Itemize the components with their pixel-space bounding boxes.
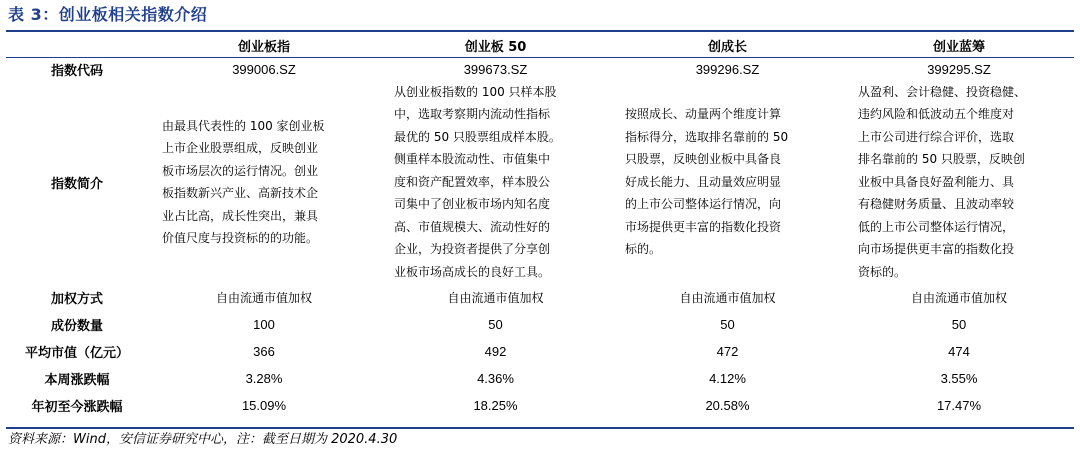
table-row — [6, 392, 1074, 419]
row-label: 平均市值（亿元） — [24, 346, 129, 361]
intro-line: 价值尺度与投资标的的功能。 — [162, 231, 319, 245]
table-row — [6, 338, 1074, 365]
weighting-value: 自由流通市值加权 — [447, 291, 544, 305]
intro-line: 企业，为投资者提供了分享创 — [394, 242, 551, 257]
index-table — [6, 33, 1074, 419]
bottom-rule — [6, 427, 1074, 429]
intro-line: 标的。 — [625, 242, 662, 257]
header-corner — [6, 33, 148, 58]
avg-cap-value: 474 — [948, 344, 970, 359]
column-header: 创业板 50 — [380, 33, 611, 58]
intro-line: 排名靠前的 50 只股票，反映创 — [858, 152, 1025, 167]
week-change-value: 4.12% — [709, 371, 746, 386]
row-label: 指数代码 — [50, 63, 103, 79]
intro-line: 度和资产配置效率，样本股公 — [394, 174, 551, 189]
index-code: 399006.SZ — [232, 61, 296, 77]
intro-line: 上市企业股票组成，反映创业 — [162, 141, 319, 155]
table-row — [6, 58, 1074, 81]
index-code: 399673.SZ — [463, 61, 528, 77]
intro-line: 向市场提供更丰富的指数化投 — [858, 242, 1015, 257]
intro-line: 违约风险和低波动五个维度对 — [858, 107, 1015, 122]
table-row — [6, 284, 1074, 311]
row-label: 成份数量 — [50, 319, 103, 334]
ytd-change-value: 18.25% — [473, 398, 518, 413]
ytd-change-value: 20.58% — [705, 398, 750, 413]
ytd-change-value: 15.09% — [241, 398, 287, 413]
index-intro — [844, 80, 1074, 284]
intro-line: 业板市场高成长的良好工具。 — [394, 264, 551, 279]
intro-line: 从创业板指数的 100 只样本股 — [394, 84, 557, 99]
intro-line: 有稳健财务质量、且波动率较 — [858, 197, 1015, 212]
weighting-value: 自由流通市值加权 — [215, 291, 312, 305]
intro-line: 按照成长、动量两个维度计算 — [625, 107, 782, 122]
header-row — [6, 33, 1074, 58]
intro-line: 由最具代表性的 100 家创业板 — [162, 118, 325, 133]
table-row — [6, 311, 1074, 338]
avg-cap-value: 472 — [716, 344, 739, 359]
intro-line: 高、市值规模大、流动性好的 — [394, 219, 551, 234]
week-change-value: 3.55% — [940, 371, 978, 386]
week-change-value: 4.36% — [477, 371, 514, 386]
row-label: 指数简介 — [50, 176, 103, 192]
intro-line: 业板中具备良好盈利能力、具 — [858, 174, 1015, 189]
weighting-value: 自由流通市值加权 — [910, 291, 1007, 305]
intro-line: 中，选取考察期内流动性指标 — [394, 107, 551, 122]
index-intro — [148, 80, 380, 284]
count-value: 50 — [720, 317, 735, 332]
intro-line: 最优的 50 只股票组成样本股。 — [394, 129, 561, 144]
ytd-change-value: 17.47% — [936, 398, 982, 413]
table-row — [6, 365, 1074, 392]
row-label: 年初至今涨跌幅 — [31, 400, 123, 415]
index-code: 399296.SZ — [695, 61, 760, 77]
avg-cap-value: 366 — [253, 344, 275, 359]
count-value: 100 — [253, 317, 275, 332]
weighting-value: 自由流通市值加权 — [679, 291, 776, 305]
count-value: 50 — [488, 317, 503, 332]
intro-line: 市场提供更丰富的指数化投资 — [625, 219, 782, 234]
index-intro — [611, 80, 844, 284]
intro-line: 上市公司进行综合评价，选取 — [858, 129, 1015, 144]
index-intro — [380, 80, 611, 284]
intro-line: 业占比高，成长性突出，兼具 — [162, 208, 319, 223]
column-header: 创业板指 — [148, 33, 380, 58]
intro-line: 板指数新兴产业、高新技术企 — [162, 186, 319, 200]
table-title: 表 3：创业板相关指数介绍 — [8, 5, 208, 24]
intro-line: 好成长能力、且动量效应明显 — [625, 174, 782, 189]
intro-line: 资标的。 — [858, 264, 907, 279]
table-row — [6, 80, 1074, 284]
intro-line: 的上市公司整体运行情况，向 — [625, 197, 782, 212]
column-header: 创业蓝筹 — [844, 33, 1074, 58]
intro-line: 只股票，反映创业板中具备良 — [625, 152, 782, 167]
index-code: 399295.SZ — [927, 61, 991, 77]
intro-line: 低的上市公司整体运行情况， — [858, 219, 1015, 234]
intro-line: 指标得分，选取排名靠前的 50 — [625, 129, 789, 144]
intro-line: 板市场层次的运行情况。创业 — [162, 163, 319, 178]
column-header: 创成长 — [611, 33, 844, 58]
row-label: 加权方式 — [50, 292, 103, 307]
source-note: 资料来源：Wind，安信证券研究中心，注：截至日期为 2020.4.30 — [8, 432, 398, 447]
avg-cap-value: 492 — [484, 344, 507, 359]
intro-line: 司集中了创业板市场内知名度 — [394, 197, 551, 212]
row-label: 本周涨跌幅 — [44, 373, 110, 388]
week-change-value: 3.28% — [245, 371, 283, 386]
intro-line: 从盈利、会计稳健、投资稳健、 — [858, 84, 1027, 99]
count-value: 50 — [951, 317, 967, 332]
intro-line: 侧重样本股流动性、市值集中 — [394, 152, 551, 167]
top-rule — [6, 30, 1074, 32]
